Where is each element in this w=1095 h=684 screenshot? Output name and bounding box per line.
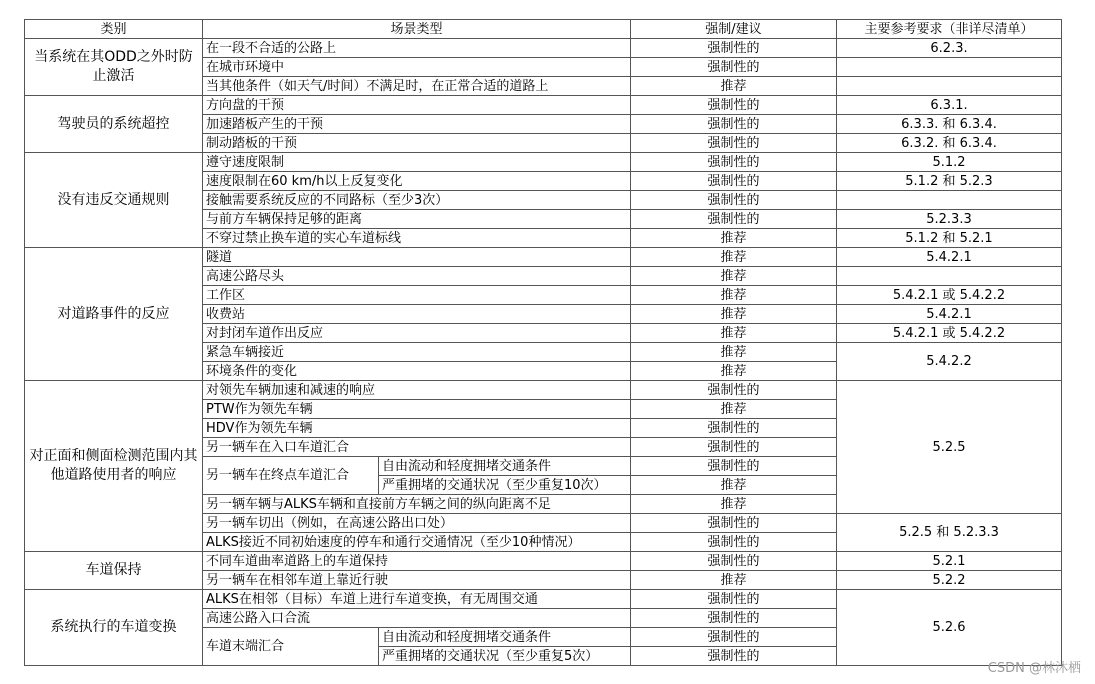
mode-cell: 强制性的 <box>631 457 837 476</box>
scenario-cell: 遵守速度限制 <box>203 153 631 172</box>
table-row <box>25 381 1062 400</box>
scenario-cell: 制动踏板的干预 <box>203 134 631 153</box>
reference-cell <box>837 77 1062 96</box>
reference-cell: 5.4.2.1 或 5.4.2.2 <box>837 324 1062 343</box>
mode-cell: 强制性的 <box>631 134 837 153</box>
reference-cell <box>837 58 1062 77</box>
reference-cell: 6.3.1. <box>837 96 1062 115</box>
mode-cell: 推荐 <box>631 476 837 495</box>
mode-cell: 推荐 <box>631 286 837 305</box>
category-cell: 系统执行的车道变换 <box>25 590 203 666</box>
mode-cell: 强制性的 <box>631 210 837 229</box>
category-cell: 没有违反交通规则 <box>25 153 203 248</box>
table-row <box>25 96 1062 115</box>
scenario-cell: HDV作为领先车辆 <box>203 419 631 438</box>
mode-cell: 强制性的 <box>631 647 837 666</box>
mode-cell: 推荐 <box>631 400 837 419</box>
header-reference: 主要参考要求（非详尽清单） <box>837 20 1062 39</box>
scenario-cell: 方向盘的干预 <box>203 96 631 115</box>
scenario-cell: 工作区 <box>203 286 631 305</box>
reference-cell: 5.2.5 <box>837 381 1062 514</box>
mode-cell: 强制性的 <box>631 153 837 172</box>
scenario-cell: 对领先车辆加速和减速的响应 <box>203 381 631 400</box>
scenario-cell: 速度限制在60 km/h以上反复变化 <box>203 172 631 191</box>
mode-cell: 强制性的 <box>631 96 837 115</box>
mode-cell: 强制性的 <box>631 381 837 400</box>
reference-cell: 5.2.5 和 5.2.3.3 <box>837 514 1062 552</box>
mode-cell: 推荐 <box>631 267 837 286</box>
scenario-cell: 收费站 <box>203 305 631 324</box>
reference-cell: 5.4.2.2 <box>837 343 1062 381</box>
requirements-table <box>24 19 1062 666</box>
category-cell: 对道路事件的反应 <box>25 248 203 381</box>
scenario-cell: PTW作为领先车辆 <box>203 400 631 419</box>
table-row <box>25 153 1062 172</box>
scenario-cell: 环境条件的变化 <box>203 362 631 381</box>
header-scenario: 场景类型 <box>203 20 631 39</box>
reference-cell: 6.3.3. 和 6.3.4. <box>837 115 1062 134</box>
reference-cell: 5.1.2 <box>837 153 1062 172</box>
scenario-cell: 车道末端汇合 <box>203 628 379 666</box>
scenario-cell: 接触需要系统反应的不同路标（至少3次） <box>203 191 631 210</box>
reference-cell: 5.2.1 <box>837 552 1062 571</box>
mode-cell: 强制性的 <box>631 172 837 191</box>
mode-cell: 推荐 <box>631 362 837 381</box>
mode-cell: 推荐 <box>631 305 837 324</box>
mode-cell: 推荐 <box>631 343 837 362</box>
mode-cell: 强制性的 <box>631 39 837 58</box>
reference-cell: 5.4.2.1 <box>837 305 1062 324</box>
reference-cell: 6.2.3. <box>837 39 1062 58</box>
scenario-cell: ALKS在相邻（目标）车道上进行车道变换，有无周围交通 <box>203 590 631 609</box>
scenario-cell: 高速公路尽头 <box>203 267 631 286</box>
mode-cell: 强制性的 <box>631 590 837 609</box>
table-row <box>25 590 1062 609</box>
mode-cell: 强制性的 <box>631 533 837 552</box>
mode-cell: 强制性的 <box>631 419 837 438</box>
reference-cell: 5.2.6 <box>837 590 1062 666</box>
header-row <box>25 20 1062 39</box>
reference-cell: 5.4.2.1 <box>837 248 1062 267</box>
table-row <box>25 248 1062 267</box>
reference-cell <box>837 191 1062 210</box>
scenario-cell: 不同车道曲率道路上的车道保持 <box>203 552 631 571</box>
scenario-cell: ALKS接近不同初始速度的停车和通行交通情况（至少10种情况） <box>203 533 631 552</box>
table-row <box>25 552 1062 571</box>
mode-cell: 推荐 <box>631 324 837 343</box>
mode-cell: 强制性的 <box>631 552 837 571</box>
scenario-cell: 与前方车辆保持足够的距离 <box>203 210 631 229</box>
mode-cell: 强制性的 <box>631 514 837 533</box>
mode-cell: 强制性的 <box>631 115 837 134</box>
reference-cell: 5.1.2 和 5.2.1 <box>837 229 1062 248</box>
reference-cell: 5.1.2 和 5.2.3 <box>837 172 1062 191</box>
reference-cell <box>837 267 1062 286</box>
table-row <box>25 39 1062 58</box>
scenario-cell: 对封闭车道作出反应 <box>203 324 631 343</box>
scenario-cell: 加速踏板产生的干预 <box>203 115 631 134</box>
header-mandatory: 强制/建议 <box>631 20 837 39</box>
scenario-cell: 隧道 <box>203 248 631 267</box>
mode-cell: 推荐 <box>631 495 837 514</box>
scenario-cell: 另一辆车在相邻车道上靠近行驶 <box>203 571 631 590</box>
mode-cell: 推荐 <box>631 229 837 248</box>
scenario-cell: 高速公路入口合流 <box>203 609 631 628</box>
scenario-cell: 不穿过禁止换车道的实心车道标线 <box>203 229 631 248</box>
mode-cell: 推荐 <box>631 77 837 96</box>
reference-cell: 6.3.2. 和 6.3.4. <box>837 134 1062 153</box>
scenario-cell: 另一辆车在终点车道汇合 <box>203 457 379 495</box>
scenario-cell: 另一辆车在入口车道汇合 <box>203 438 631 457</box>
scenario-cell: 在一段不合适的公路上 <box>203 39 631 58</box>
mode-cell: 强制性的 <box>631 628 837 647</box>
category-cell: 对正面和侧面检测范围内其他道路使用者的响应 <box>25 381 203 552</box>
scenario-cell: 另一辆车切出（例如，在高速公路出口处） <box>203 514 631 533</box>
scenario-cell: 另一辆车辆与ALKS车辆和直接前方车辆之间的纵向距离不足 <box>203 495 631 514</box>
mode-cell: 推荐 <box>631 248 837 267</box>
reference-cell: 5.2.2 <box>837 571 1062 590</box>
sub-scenario-cell: 自由流动和轻度拥堵交通条件 <box>379 628 631 647</box>
scenario-cell: 在城市环境中 <box>203 58 631 77</box>
sub-scenario-cell: 严重拥堵的交通状况（至少重复10次） <box>379 476 631 495</box>
mode-cell: 强制性的 <box>631 58 837 77</box>
category-cell: 车道保持 <box>25 552 203 590</box>
mode-cell: 强制性的 <box>631 191 837 210</box>
scenario-cell: 紧急车辆接近 <box>203 343 631 362</box>
mode-cell: 强制性的 <box>631 438 837 457</box>
sub-scenario-cell: 严重拥堵的交通状况（至少重复5次） <box>379 647 631 666</box>
watermark: CSDN @林沐栖 <box>987 661 1081 676</box>
reference-cell: 5.2.3.3 <box>837 210 1062 229</box>
sub-scenario-cell: 自由流动和轻度拥堵交通条件 <box>379 457 631 476</box>
category-cell: 驾驶员的系统超控 <box>25 96 203 153</box>
mode-cell: 强制性的 <box>631 609 837 628</box>
reference-cell: 5.4.2.1 或 5.4.2.2 <box>837 286 1062 305</box>
category-cell: 当系统在其ODD之外时防止激活 <box>25 39 203 96</box>
header-category: 类别 <box>25 20 203 39</box>
scenario-cell: 当其他条件（如天气/时间）不满足时，在正常合适的道路上 <box>203 77 631 96</box>
mode-cell: 推荐 <box>631 571 837 590</box>
